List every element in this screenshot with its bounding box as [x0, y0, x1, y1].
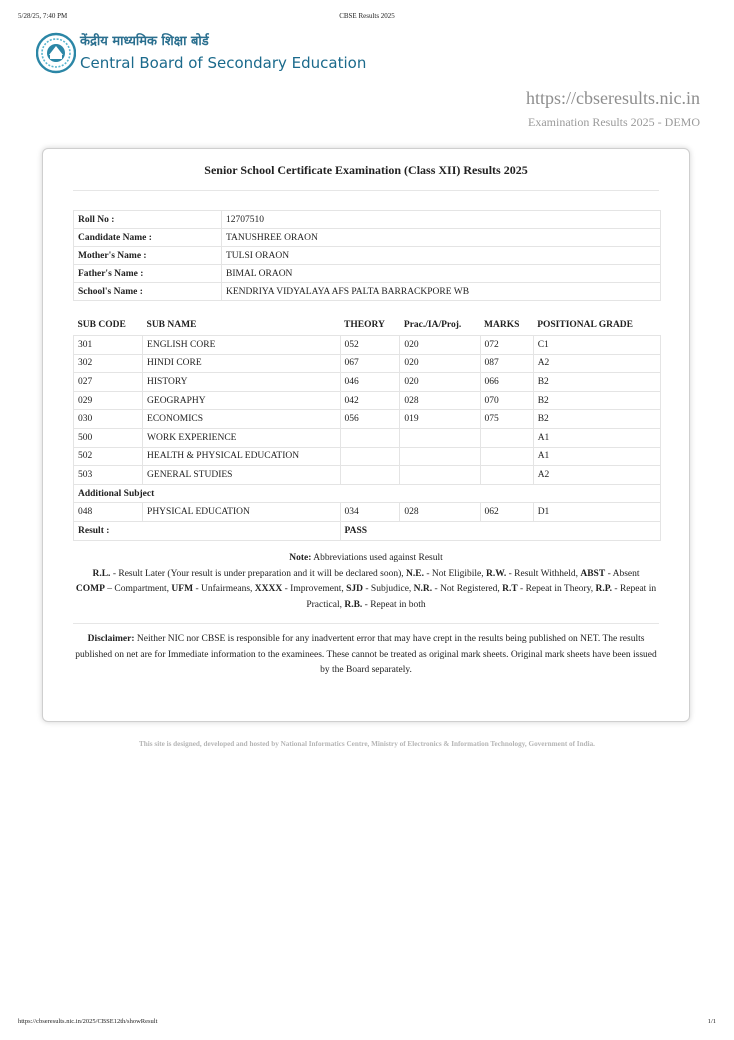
- abbreviation-meaning: - Not Registered,: [432, 584, 503, 594]
- sub-name-cell: GENERAL STUDIES: [143, 466, 341, 485]
- practical-marks-cell: 020: [400, 336, 480, 355]
- notes-divider: [73, 623, 659, 624]
- sub-name-cell: ECONOMICS: [143, 410, 341, 429]
- notes-section: [73, 551, 659, 679]
- marks-column-header: SUB NAME: [143, 315, 341, 336]
- result-label: Result :: [74, 521, 341, 540]
- disclaimer-label: Disclaimer:: [87, 634, 135, 644]
- card-title: Senior School Certificate Examination (Class XII) Results 2025: [73, 163, 659, 191]
- positional-grade-cell: D1: [533, 503, 660, 522]
- sub-name-cell: WORK EXPERIENCE: [143, 428, 341, 447]
- abbreviation-meaning: - Result Withheld,: [506, 568, 581, 579]
- theory-marks-cell: 046: [340, 373, 400, 392]
- abbreviation-code: UFM: [171, 584, 194, 594]
- abbreviation-code: R.L.: [92, 568, 111, 579]
- abbreviation-code: R.P.: [595, 584, 613, 594]
- abbreviation-meaning: - Not Eligibile,: [423, 568, 486, 579]
- total-marks-cell: 070: [480, 391, 533, 410]
- total-marks-cell: 075: [480, 410, 533, 429]
- theory-marks-cell: 034: [340, 503, 400, 522]
- abbreviation-code: ABST: [580, 568, 606, 579]
- additional-subject-label: Additional Subject: [74, 484, 661, 503]
- total-marks-cell: [480, 466, 533, 485]
- abbreviation-code: N.E.: [406, 568, 424, 579]
- sub-code-cell: 030: [74, 410, 143, 429]
- total-marks-cell: 066: [480, 373, 533, 392]
- marks-column-header: SUB CODE: [74, 315, 143, 336]
- abbreviation-code: COMP: [75, 584, 105, 594]
- subject-row: [74, 410, 661, 429]
- abbreviation-meaning: - Repeat in both: [362, 599, 426, 610]
- info-value: KENDRIYA VIDYALAYA AFS PALTA BARRACKPORE WB: [222, 283, 661, 301]
- print-url: https://cbseresults.nic.in/2025/CBSE12th/showResult: [18, 1018, 158, 1025]
- note-heading: [73, 551, 659, 567]
- print-title: CBSE Results 2025: [339, 12, 395, 20]
- theory-marks-cell: 052: [340, 336, 400, 355]
- sub-code-cell: 503: [74, 466, 143, 485]
- theory-marks-cell: 056: [340, 410, 400, 429]
- subject-row: [74, 428, 661, 447]
- info-label: Roll No :: [74, 211, 222, 229]
- positional-grade-cell: B2: [533, 410, 660, 429]
- abbreviations-line-1: [73, 567, 659, 583]
- theory-marks-cell: 042: [340, 391, 400, 410]
- subject-row: [74, 373, 661, 392]
- info-row: [74, 265, 661, 283]
- sub-code-cell: 048: [74, 503, 143, 522]
- subject-row: [74, 336, 661, 355]
- info-label: Candidate Name :: [74, 229, 222, 247]
- logo-hindi: केंद्रीय माध्यमिक शिक्षा बोर्ड: [80, 34, 209, 49]
- abbreviation-meaning: - Repeat in Practical,: [306, 584, 657, 610]
- total-marks-cell: 072: [480, 336, 533, 355]
- abbreviation-meaning: - Absent: [605, 568, 640, 579]
- subject-row: [74, 503, 661, 522]
- abbreviation-meaning: - Subjudice,: [363, 584, 414, 594]
- marks-column-header: THEORY: [340, 315, 400, 336]
- positional-grade-cell: A1: [533, 428, 660, 447]
- sub-code-cell: 302: [74, 354, 143, 373]
- abbreviation-meaning: - Improvement,: [282, 584, 347, 594]
- info-value: TULSI ORAON: [222, 247, 661, 265]
- sub-code-cell: 301: [74, 336, 143, 355]
- sub-code-cell: 027: [74, 373, 143, 392]
- positional-grade-cell: B2: [533, 391, 660, 410]
- subject-row: [74, 354, 661, 373]
- total-marks-cell: [480, 428, 533, 447]
- logo-english: Central Board of Secondary Education: [80, 54, 367, 72]
- theory-marks-cell: [340, 428, 400, 447]
- subject-row: [74, 466, 661, 485]
- sub-name-cell: HEALTH & PHYSICAL EDUCATION: [143, 447, 341, 466]
- info-row: [74, 229, 661, 247]
- positional-grade-cell: A1: [533, 447, 660, 466]
- abbreviation-meaning: - Repeat in Theory,: [517, 584, 596, 594]
- result-value: PASS: [340, 521, 660, 540]
- info-row: [74, 211, 661, 229]
- positional-grade-cell: A2: [533, 354, 660, 373]
- info-row: [74, 247, 661, 265]
- candidate-info-table: [73, 210, 661, 301]
- marks-column-header: MARKS: [480, 315, 533, 336]
- site-url: https://cbseresults.nic.in: [526, 88, 700, 108]
- abbreviation-code: R.W.: [485, 568, 507, 579]
- marks-column-header: Prac./IA/Proj.: [400, 315, 480, 336]
- practical-marks-cell: 020: [400, 354, 480, 373]
- marks-table: [73, 315, 661, 541]
- sub-name-cell: HINDI CORE: [143, 354, 341, 373]
- practical-marks-cell: [400, 466, 480, 485]
- positional-grade-cell: B2: [533, 373, 660, 392]
- theory-marks-cell: 067: [340, 354, 400, 373]
- abbreviation-code: XXXX: [254, 584, 283, 594]
- sub-name-cell: GEOGRAPHY: [143, 391, 341, 410]
- info-row: [74, 283, 661, 301]
- logo-text: [80, 33, 366, 73]
- additional-subject-row: [74, 484, 661, 503]
- cbse-emblem-icon: [36, 31, 76, 75]
- note-label: Note:: [289, 553, 312, 563]
- disclaimer: [73, 632, 659, 679]
- info-label: Mother's Name :: [74, 247, 222, 265]
- sub-code-cell: 502: [74, 447, 143, 466]
- theory-marks-cell: [340, 447, 400, 466]
- marks-column-header: POSITIONAL GRADE: [533, 315, 660, 336]
- sub-name-cell: ENGLISH CORE: [143, 336, 341, 355]
- sub-code-cell: 029: [74, 391, 143, 410]
- subject-row: [74, 391, 661, 410]
- site-subtitle: Examination Results 2025 - DEMO: [528, 115, 700, 129]
- total-marks-cell: [480, 447, 533, 466]
- info-label: School's Name :: [74, 283, 222, 301]
- result-row: [74, 521, 661, 540]
- disclaimer-text: Neither NIC nor CBSE is responsible for any inadvertent error that may have crept in the results being published on NET. The results published on net are for Immediate information to the examinees. These cannot be treated as original mark sheets. Original mark sheets have been issued by the Board separately.: [75, 634, 657, 675]
- sub-code-cell: 500: [74, 428, 143, 447]
- positional-grade-cell: C1: [533, 336, 660, 355]
- practical-marks-cell: 019: [400, 410, 480, 429]
- abbreviation-code: N.R.: [413, 584, 433, 594]
- practical-marks-cell: 028: [400, 391, 480, 410]
- abbreviation-code: SJD: [346, 584, 363, 594]
- abbreviation-code: R.B.: [344, 599, 363, 610]
- practical-marks-cell: [400, 447, 480, 466]
- practical-marks-cell: [400, 428, 480, 447]
- total-marks-cell: 087: [480, 354, 533, 373]
- abbreviations-line-2: [73, 582, 659, 613]
- marks-header-row: [74, 315, 661, 336]
- theory-marks-cell: [340, 466, 400, 485]
- practical-marks-cell: 020: [400, 373, 480, 392]
- practical-marks-cell: 028: [400, 503, 480, 522]
- sub-name-cell: HISTORY: [143, 373, 341, 392]
- note-text: Abbreviations used against Result: [311, 553, 443, 563]
- info-value: TANUSHREE ORAON: [222, 229, 661, 247]
- page-number: 1/1: [707, 1018, 716, 1025]
- subject-row: [74, 447, 661, 466]
- info-value: BIMAL ORAON: [222, 265, 661, 283]
- site-footer: This site is designed, developed and hosted by National Informatics Centre, Ministry of Electronics & Information Technology, Government of India.: [139, 740, 595, 748]
- total-marks-cell: 062: [480, 503, 533, 522]
- abbreviation-code: R.T: [502, 584, 518, 594]
- info-value: 12707510: [222, 211, 661, 229]
- print-datetime: 5/28/25, 7:40 PM: [18, 12, 68, 20]
- abbreviation-meaning: – Compartment,: [104, 584, 172, 594]
- positional-grade-cell: A2: [533, 466, 660, 485]
- abbreviation-meaning: - Unfairmeans,: [193, 584, 255, 594]
- abbreviation-meaning: - Result Later (Your result is under preparation and it will be declared soon),: [110, 568, 407, 579]
- info-label: Father's Name :: [74, 265, 222, 283]
- result-card: [42, 148, 690, 722]
- sub-name-cell: PHYSICAL EDUCATION: [143, 503, 341, 522]
